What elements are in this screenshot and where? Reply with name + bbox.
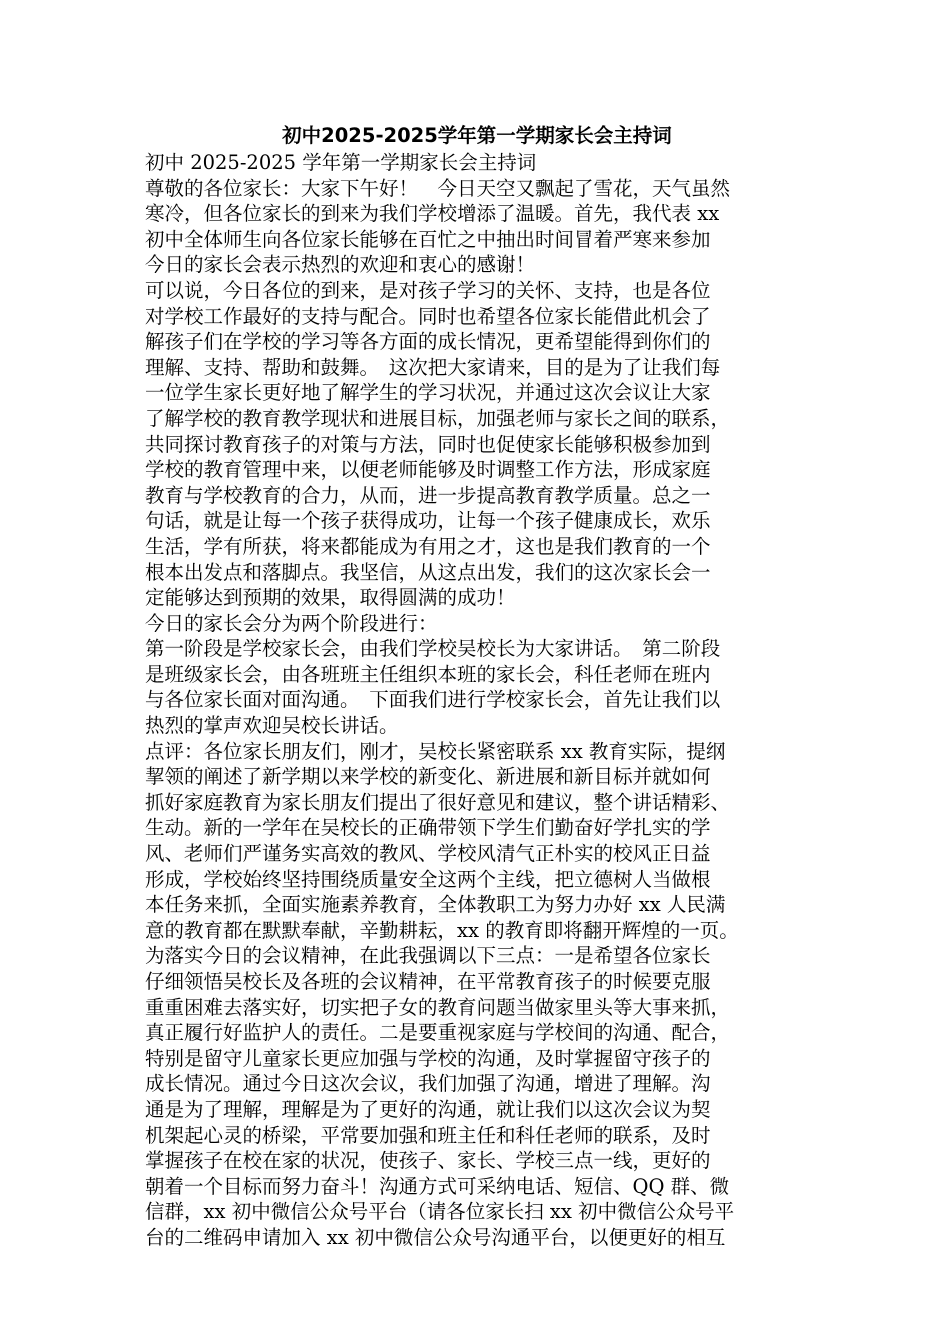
text-line: 掌握孩子在校在家的状况，使孩子、家长、学校三点一线，更好的 [145, 1149, 711, 1173]
text-line: 通是为了理解，理解是为了更好的沟通，就让我们以这次会议为契 [145, 1097, 711, 1121]
document-page [145, 122, 809, 1251]
text-line: 对学校工作最好的支持与配合。同时也希望各位家长能借此机会了 [145, 304, 711, 328]
text-line: 学校的教育管理中来，以便老师能够及时调整工作方法，形成家庭 [145, 458, 711, 482]
text-line: 教育与学校教育的合力，从而，进一步提高教育教学质量。总之一 [145, 483, 711, 507]
text-line: 挈领的阐述了新学期以来学校的新变化、新进展和新目标并就如何 [145, 765, 711, 789]
text-line: 定能够达到预期的效果，取得圆满的成功！ [145, 586, 516, 610]
text-line: 第一阶段是学校家长会，由我们学校吴校长为大家讲话。 第二阶段 [145, 637, 721, 661]
text-line: 真正履行好监护人的责任。二是要重视家庭与学校间的沟通、配合， [145, 1021, 731, 1045]
text-line: 共同探讨教育孩子的对策与方法，同时也促使家长能够积极参加到 [145, 432, 711, 456]
text-line: 本任务来抓，全面实施素养教育，全体教职工为努力办好 xx 人民满 [145, 893, 726, 917]
text-line: 朝着一个目标而努力奋斗！沟通方式可采纳电话、短信、QQ 群、微 [145, 1174, 730, 1198]
text-line: 可以说，今日各位的到来，是对孩子学习的关怀、支持，也是各位 [145, 278, 711, 302]
text-line: 台的二维码申请加入 xx 初中微信公众号沟通平台，以便更好的相互 [145, 1225, 726, 1249]
text-line: 今日的家长会表示热烈的欢迎和衷心的感谢！ [145, 253, 536, 277]
text-line: 一位学生家长更好地了解学生的学习状况，并通过这次会议让大家 [145, 381, 711, 405]
text-line: 理解、支持、帮助和鼓舞。 这次把大家请来，目的是为了让我们每 [145, 355, 721, 379]
text-line: 初中 2025-2025 学年第一学期家长会主持词 [145, 151, 537, 174]
text-line: 生活，学有所获，将来都能成为有用之才，这也是我们教育的一个 [145, 534, 711, 558]
text-line: 为落实今日的会议精神，在此我强调以下三点：一是希望各位家长 [145, 944, 711, 968]
text-line: 特别是留守儿童家长更应加强与学校的沟通，及时掌握留守孩子的 [145, 1046, 711, 1070]
text-line: 点评：各位家长朋友们，刚才，吴校长紧密联系 xx 教育实际，提纲 [145, 739, 726, 763]
text-line: 风、老师们严谨务实高效的教风、学校风清气正朴实的校风正日益 [145, 842, 711, 866]
text-line: 根本出发点和落脚点。我坚信，从这点出发，我们的这次家长会一 [145, 560, 711, 584]
text-line: 重重困难去落实好，切实把子女的教育问题当做家里头等大事来抓， [145, 995, 731, 1019]
text-line: 句话，就是让每一个孩子获得成功，让每一个孩子健康成长，欢乐 [145, 509, 711, 533]
text-line: 生动。新的一学年在吴校长的正确带领下学生们勤奋好学扎实的学 [145, 816, 711, 840]
text-line: 寒冷，但各位家长的到来为我们学校增添了温暖。首先，我代表 xx [145, 202, 720, 226]
text-line: 是班级家长会，由各班班主任组织本班的家长会，科任老师在班内 [145, 662, 711, 686]
text-line: 解孩子们在学校的学习等各方面的成长情况，更希望能得到你们的 [145, 330, 711, 354]
text-line: 信群，xx 初中微信公众号平台（请各位家长扫 xx 初中微信公众号平 [145, 1200, 735, 1224]
document-body [145, 150, 809, 1251]
text-line: 今日的家长会分为两个阶段进行： [145, 611, 438, 635]
text-line: 抓好家庭教育为家长朋友们提出了很好意见和建议，整个讲话精彩、 [145, 790, 731, 814]
text-line: 热烈的掌声欢迎吴校长讲话。 [145, 714, 399, 738]
text-line: 仔细领悟吴校长及各班的会议精神，在平常教育孩子的时候要克服 [145, 970, 711, 993]
document-title: 初中2025-2025学年第一学期家长会主持词 [282, 124, 672, 147]
text-line: 机架起心灵的桥梁，平常要加强和班主任和科任老师的联系，及时 [145, 1123, 711, 1147]
text-line: 形成，学校始终坚持围绕质量安全这两个主线，把立德树人当做根 [145, 867, 711, 891]
text-line: 初中全体师生向各位家长能够在百忙之中抽出时间冒着严寒来参加 [145, 227, 711, 251]
text-line: 尊敬的各位家长：大家下午好！ 今日天空又飘起了雪花，天气虽然 [145, 176, 731, 200]
text-line: 成长情况。通过今日这次会议，我们加强了沟通，增进了理解。沟 [145, 1072, 711, 1096]
text-line: 与各位家长面对面沟通。 下面我们进行学校家长会，首先让我们以 [145, 688, 721, 712]
text-line: 意的教育都在默默奉献，辛勤耕耘，xx 的教育即将翻开辉煌的一页。 [145, 918, 739, 942]
text-line: 了解学校的教育教学现状和进展目标，加强老师与家长之间的联系， [145, 406, 731, 430]
